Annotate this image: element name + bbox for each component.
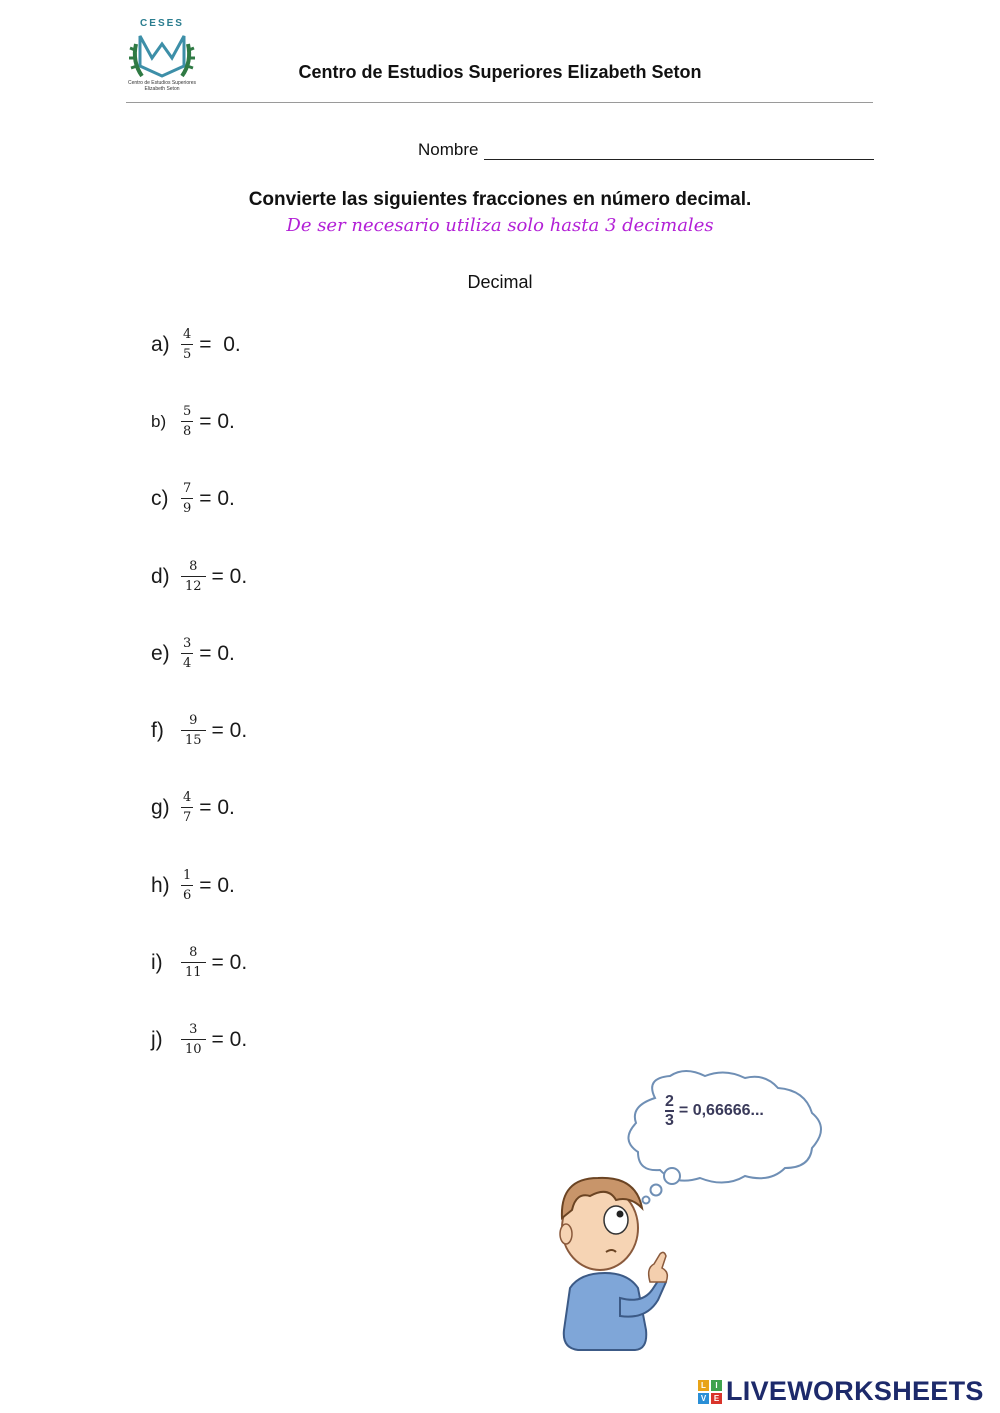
exercise-label: d) bbox=[151, 564, 170, 588]
name-input-line[interactable] bbox=[484, 142, 874, 160]
logo-text: CESES bbox=[140, 18, 184, 29]
exercise-label: f) bbox=[151, 718, 164, 742]
exercise-label: a) bbox=[151, 332, 170, 356]
boy-ear bbox=[560, 1224, 572, 1244]
brand-square: V bbox=[698, 1393, 709, 1404]
exercise-label: g) bbox=[151, 795, 170, 819]
logo-caption: Centro de Estudios Superiores Elizabeth Seton bbox=[127, 80, 197, 92]
exercise-e bbox=[151, 636, 235, 671]
brand-square: L bbox=[698, 1380, 709, 1391]
exercise-label: j) bbox=[151, 1027, 163, 1051]
liveworksheets-brand[interactable] bbox=[698, 1376, 984, 1407]
numerator: 1 bbox=[183, 868, 192, 883]
numerator: 4 bbox=[183, 327, 192, 342]
boy-hand bbox=[649, 1252, 668, 1282]
answer-field[interactable]: = 0. bbox=[199, 486, 235, 510]
exercise-d bbox=[151, 559, 247, 594]
name-row bbox=[418, 140, 874, 160]
denominator: 8 bbox=[181, 421, 193, 439]
thought-dot-small bbox=[643, 1197, 650, 1204]
instruction-hint: De ser necesario utiliza solo hasta 3 decimales bbox=[286, 215, 714, 236]
denominator: 6 bbox=[181, 885, 193, 903]
answer-field[interactable]: = 0. bbox=[199, 795, 235, 819]
thought-content bbox=[665, 1093, 764, 1129]
fraction bbox=[181, 481, 193, 516]
fraction bbox=[181, 559, 206, 594]
fraction bbox=[181, 713, 206, 748]
thought-fraction bbox=[665, 1093, 674, 1129]
denominator: 9 bbox=[181, 498, 193, 516]
fraction bbox=[181, 945, 206, 980]
boy-eye bbox=[604, 1206, 628, 1234]
instruction-title: Convierte las siguientes fracciones en número decimal. bbox=[248, 189, 752, 210]
denominator: 5 bbox=[181, 344, 193, 362]
exercise-f bbox=[151, 713, 247, 748]
fraction bbox=[181, 636, 193, 671]
thought-result: = 0,66666... bbox=[678, 1102, 764, 1119]
denominator: 15 bbox=[181, 730, 206, 748]
exercise-label: h) bbox=[151, 873, 170, 897]
numerator: 7 bbox=[183, 481, 192, 496]
exercise-g bbox=[151, 790, 235, 825]
answer-field[interactable]: = 0. bbox=[211, 564, 248, 588]
numerator: 9 bbox=[189, 713, 198, 728]
denominator: 7 bbox=[181, 807, 193, 825]
fraction bbox=[181, 790, 193, 825]
thought-dot-medium bbox=[651, 1185, 662, 1196]
name-label: Nombre bbox=[418, 140, 479, 159]
thought-denominator: 3 bbox=[665, 1112, 674, 1129]
answer-field[interactable]: = 0. bbox=[199, 641, 235, 665]
numerator: 5 bbox=[183, 404, 192, 419]
numerator: 8 bbox=[189, 945, 198, 960]
brand-text: LIVEWORKSHEETS bbox=[726, 1376, 984, 1406]
exercise-a bbox=[151, 327, 241, 362]
exercise-c bbox=[151, 481, 235, 516]
numerator: 3 bbox=[183, 636, 192, 651]
fraction bbox=[181, 404, 193, 439]
answer-field[interactable]: = 0. bbox=[199, 873, 235, 897]
exercise-b bbox=[151, 404, 235, 439]
thought-dot-large bbox=[664, 1168, 680, 1184]
denominator: 10 bbox=[181, 1039, 206, 1057]
decimal-column-header: Decimal bbox=[467, 272, 533, 292]
numerator: 4 bbox=[183, 790, 192, 805]
exercise-label: b) bbox=[151, 411, 167, 431]
numerator: 3 bbox=[189, 1022, 198, 1037]
school-name: Centro de Estudios Superiores Elizabeth Seton bbox=[298, 62, 702, 82]
brand-square: E bbox=[711, 1393, 722, 1404]
denominator: 4 bbox=[181, 653, 193, 671]
answer-field[interactable]: = 0. bbox=[211, 1027, 248, 1051]
answer-field[interactable]: = 0. bbox=[211, 718, 248, 742]
exercise-i bbox=[151, 945, 247, 980]
denominator: 11 bbox=[181, 962, 206, 980]
boy-pupil bbox=[617, 1211, 624, 1218]
thought-numerator: 2 bbox=[665, 1093, 674, 1110]
numerator: 8 bbox=[189, 559, 198, 574]
exercise-label: c) bbox=[151, 486, 169, 510]
exercise-h bbox=[151, 868, 235, 903]
header-divider bbox=[126, 102, 873, 103]
fraction bbox=[181, 327, 193, 362]
exercise-label: e) bbox=[151, 641, 170, 665]
brand-square: I bbox=[711, 1380, 722, 1391]
denominator: 12 bbox=[181, 576, 206, 594]
exercise-j bbox=[151, 1022, 247, 1057]
fraction bbox=[181, 1022, 206, 1057]
fraction bbox=[181, 868, 193, 903]
answer-field[interactable]: = 0. bbox=[199, 332, 241, 356]
exercise-label: i) bbox=[151, 950, 163, 974]
answer-field[interactable]: = 0. bbox=[199, 409, 235, 433]
answer-field[interactable]: = 0. bbox=[211, 950, 248, 974]
brand-logo-icon bbox=[698, 1380, 722, 1404]
